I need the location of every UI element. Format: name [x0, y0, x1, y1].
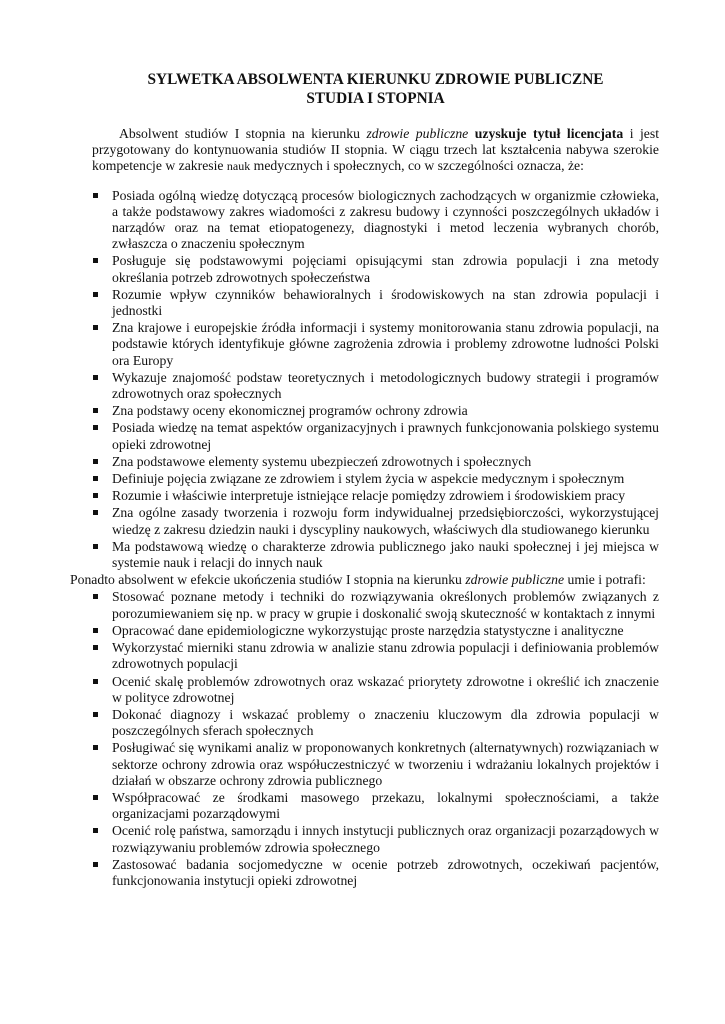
bullet-square-icon: [93, 544, 98, 549]
list-item-text: Zna ogólne zasady tworzenia i rozwoju form indywidualnej przedsiębiorczości, wykorzystującej wiedzę z zakresu dziedzin nauki i dyscypliny naukowych, właściwych dla studiowanego kierunku: [112, 505, 659, 537]
bullet-square-icon: [93, 712, 98, 717]
list-item: [92, 287, 659, 319]
bullet-square-icon: [93, 679, 98, 684]
bullet-square-icon: [93, 828, 98, 833]
list-item-text: Posiada wiedzę na temat aspektów organizacyjnych i prawnych funkcjonowania polskiego systemu opieki zdrowotnej: [112, 420, 659, 452]
title-line-2: STUDIA I STOPNIA: [306, 90, 445, 107]
bullet-square-icon: [93, 645, 98, 650]
list-item-text: Zna podstawowe elementy systemu ubezpieczeń zdrowotnych i społecznych: [112, 453, 532, 469]
bullet-square-icon: [93, 459, 98, 464]
list-item-text: Wykazuje znajomość podstaw teoretycznych i metodologicznych budowy strategii i programów zdrowotnych oraz społecznych: [112, 369, 659, 402]
list-item-text: Dokonać diagnozy i wskazać problemy o znaczeniu kluczowym dla zdrowia populacji w poszczególnych sferach społecznych: [112, 706, 659, 739]
intro-text-4: medycznych i społecznych, co w szczególności oznacza, że:: [250, 158, 584, 174]
list-item: [92, 320, 659, 369]
knowledge-list: [92, 188, 659, 572]
list-item-text: Zastosować badania socjomedyczne w ocenie potrzeb zdrowotnych, oczekiwań pacjentów, funkcjonowania instytucji opieki zdrowotnej: [112, 856, 659, 888]
bullet-square-icon: [93, 476, 98, 481]
list-item-text: Stosować poznane metody i techniki do rozwiązywania określonych problemów związanych z porozumiewaniem się np. w pracy w grupie i doskonalić swoją skuteczność w kontaktach z innymi: [112, 589, 659, 621]
list-item-text: Definiuje pojęcia związane ze zdrowiem i stylem życia w aspekcie medycznym i społecznym: [112, 471, 625, 487]
list-item: [92, 253, 659, 285]
skills-intro-text-1: Ponadto absolwent w efekcie ukończenia studiów I stopnia na kierunku: [70, 572, 466, 588]
skills-intro-text-2: umie i potrafi:: [564, 572, 646, 588]
skills-intro-italic-field: zdrowie publiczne: [465, 572, 565, 588]
list-item: [92, 403, 659, 419]
intro-bold-degree: uzyskuje tytuł licencjata: [474, 126, 624, 141]
list-item-text: Ocenić skalę problemów zdrowotnych oraz wskazać priorytety zdrowotne i określić ich znaczenie w polityce zdrowotnej: [112, 673, 659, 705]
list-item: [92, 707, 659, 739]
bullet-square-icon: [93, 628, 98, 633]
bullet-square-icon: [93, 510, 98, 515]
list-item: [92, 471, 659, 487]
intro-paragraph: [92, 126, 659, 175]
list-item: [92, 505, 659, 537]
skills-intro-paragraph: [70, 572, 659, 588]
bullet-square-icon: [93, 493, 98, 498]
list-item-text: Ma podstawową wiedzę o charakterze zdrowia publicznego jako nauki społecznej i jej miejsca w systemie nauk i relacji do innych nauk: [112, 538, 659, 571]
list-item-text: Opracować dane epidemiologiczne wykorzystując proste narzędzia statystyczne i analityczne: [112, 622, 624, 638]
list-item: [92, 857, 659, 889]
list-item: [92, 488, 659, 504]
bullet-square-icon: [93, 745, 98, 750]
list-item: [92, 790, 659, 822]
document-title: [92, 70, 659, 108]
list-item: [92, 740, 659, 789]
list-item-text: Posługuje się podstawowymi pojęciami opisującymi stan zdrowia populacji i zna metody określania potrzeb zdrowotnych społeczeństwa: [112, 253, 659, 285]
intro-text-3: i jest przygotowany do kontynuowania studiów II stopnia. W ciągu trzech lat kształcenia nabywa szerokie kompetencje w zakresie: [92, 126, 660, 174]
intro-text-1: Absolwent studiów I stopnia na kierunku: [119, 126, 367, 141]
list-item: [92, 640, 659, 672]
list-item: [92, 454, 659, 470]
bullet-square-icon: [93, 258, 98, 263]
list-item-text: Zna podstawy oceny ekonomicznej programów ochrony zdrowia: [112, 403, 468, 419]
list-item: [92, 370, 659, 402]
bullet-square-icon: [93, 193, 98, 198]
bullet-square-icon: [93, 292, 98, 297]
bullet-square-icon: [93, 375, 98, 380]
list-item: [92, 188, 659, 253]
document-page: [70, 70, 660, 890]
title-line-1: SYLWETKA ABSOLWENTA KIERUNKU ZDROWIE PUBLICZNE: [147, 71, 604, 88]
list-item-text: Ocenić rolę państwa, samorządu i innych instytucji publicznych oraz organizacji pozarządowych w rozwiązywaniu problemów zdrowia społecznego: [112, 823, 659, 855]
bullet-square-icon: [93, 325, 98, 330]
list-item: [92, 623, 659, 639]
list-item-text: Współpracować ze środkami masowego przekazu, lokalnymi społecznościami, a także organizacjami pozarządowymi: [112, 789, 659, 822]
list-item: [92, 420, 659, 452]
intro-italic-field: zdrowie publiczne: [366, 126, 469, 141]
skills-list: [92, 589, 659, 889]
list-item: [92, 674, 659, 706]
bullet-square-icon: [93, 862, 98, 867]
bullet-square-icon: [93, 408, 98, 413]
list-item: [92, 539, 659, 571]
list-item-text: Zna krajowe i europejskie źródła informacji i systemy monitorowania stanu zdrowia populacji, na podstawie których identyfikuje główne zagrożenia zdrowia i problemy zdrowotne ludności Polski ora Europy: [112, 320, 659, 368]
list-item-text: Posiada ogólną wiedzę dotyczącą procesów biologicznych zachodzących w organizmie człowieka, a także podstawowy zakres wiadomości z zakresu budowy i czynności poszczególnych układów i narządów oraz na temat etiopatogenezy, diagnostyki i metod leczenia wybranych chorób, zwłaszcza o znaczeniu społecznym: [112, 187, 659, 252]
intro-text-small: nauk: [226, 159, 251, 174]
list-item-text: Wykorzystać mierniki stanu zdrowia w analizie stanu zdrowia populacji i definiowania problemów zdrowotnych populacji: [112, 640, 659, 672]
bullet-square-icon: [93, 425, 98, 430]
list-item: [92, 589, 659, 621]
bullet-square-icon: [93, 594, 98, 599]
bullet-square-icon: [93, 795, 98, 800]
list-item-text: Rozumie i właściwie interpretuje istniejące relacje pomiędzy zdrowiem i środowiskiem pracy: [112, 488, 626, 504]
list-item-text: Posługiwać się wynikami analiz w proponowanych konkretnych (alternatywnych) rozwiązaniach w sektorze ochrony zdrowia oraz współuczestniczyć w tworzeniu i wdrażaniu lokalnych projektów i działań w obszarze ochrony zdrowia publicznego: [112, 740, 659, 788]
list-item-text: Rozumie wpływ czynników behawioralnych i środowiskowych na stan zdrowia populacji i jednostki: [112, 286, 659, 319]
list-item: [92, 823, 659, 855]
